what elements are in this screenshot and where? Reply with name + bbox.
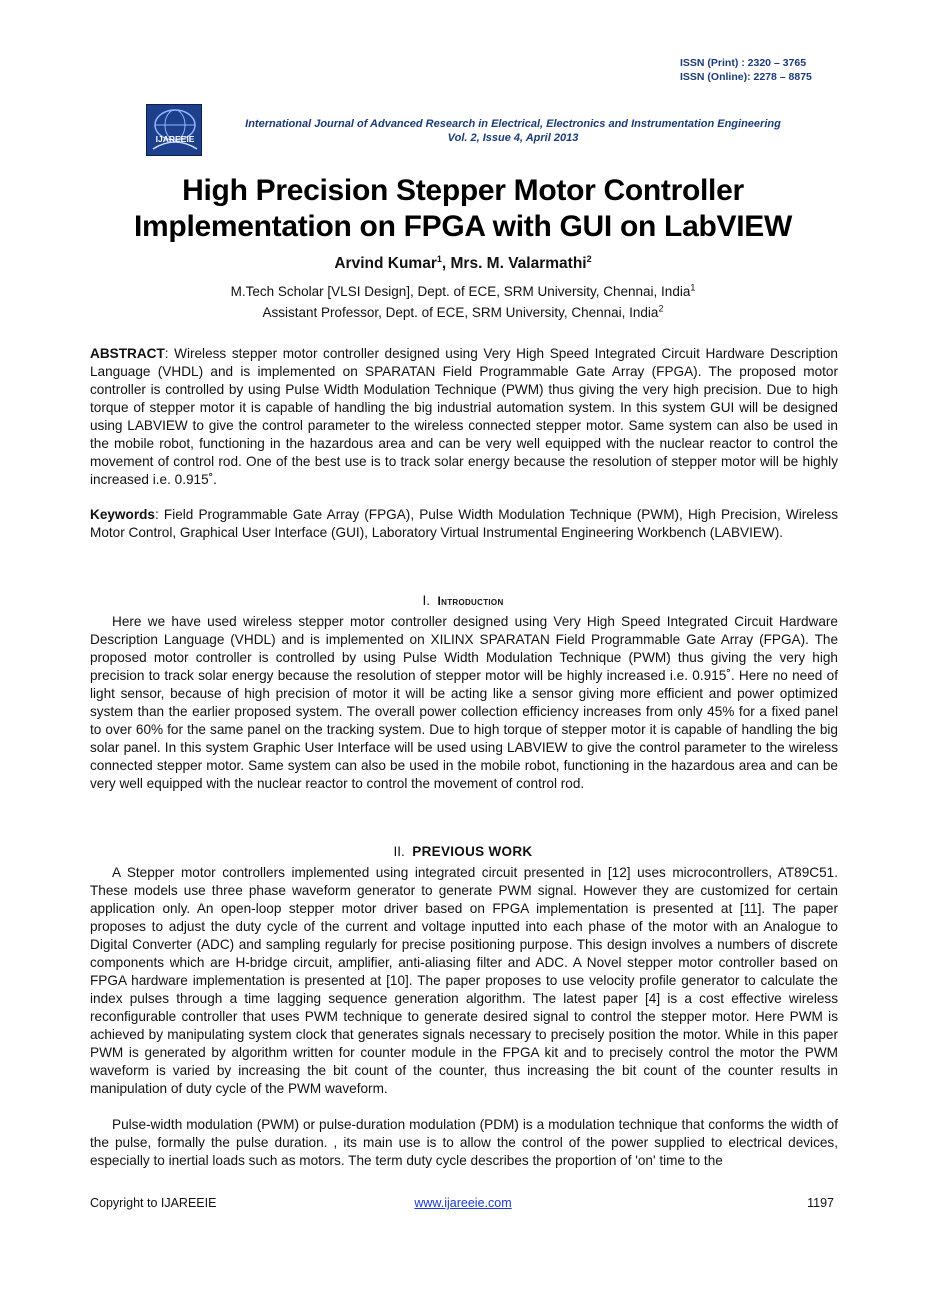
section-2-number: II. xyxy=(393,844,405,859)
author-separator: , xyxy=(441,255,451,272)
journal-name: International Journal of Advanced Research in Electrical, Electronics and Instrumentation Engineering xyxy=(245,118,781,130)
section-heading-introduction xyxy=(0,593,926,608)
authors xyxy=(0,255,926,273)
affiliation-2-text: Assistant Professor, Dept. of ECE, SRM University, Chennai, India xyxy=(262,305,659,320)
issn-print: ISSN (Print) : 2320 – 3765 xyxy=(680,57,807,69)
section-1-title: Introduction xyxy=(437,594,504,608)
logo-text: IJAREEIE xyxy=(155,134,195,144)
journal-logo xyxy=(146,104,202,156)
affiliation-1-sup: 1 xyxy=(690,282,696,293)
journal-volume: Vol. 2, Issue 4, April 2013 xyxy=(447,132,579,144)
abstract-text: : Wireless stepper motor controller designed using Very High Speed Integrated Circuit Hardware Description Language (VHDL) and is implemented on SPARATAN Field Programmable Gate Array (FPGA). The proposed motor controller is controlled by using Pulse Width Modulation Technique (PWM) thus giving the very high precision. Due to high torque of stepper motor it is capable of handling the big industrial automation system. In this system GUI will be designed using LABVIEW to give the control parameter to the wireless connected stepper motor. Same system can also be used in the mobile robot, functioning in the hazardous area and can be very well equipped with the nuclear reactor to control the movement of control rod. One of the best use is to track solar energy because the resolution of stepper motor will be highly increased i.e. 0.915˚. xyxy=(90,346,838,487)
previous-work-text: A Stepper motor controllers implemented using integrated circuit presented in [12] uses microcontrollers, AT89C51. These models use three phase waveform generator to generate PWM signal. However they are customized for certain application only. An open-loop stepper motor driver based on FPGA implementation is presented at [11]. The paper proposes to adjust the duty cycle of the current and voltage inputted into each phase of the motor with an Analogue to Digital Converter (ADC) and sampling regularly for precise positioning purpose. This design involves a numbers of discrete components which are H-bridge circuit, amplifier, anti-aliasing filter and ADC. A Novel stepper motor controller based on FPGA hardware implementation is presented at [10]. The paper proposes to use velocity profile generator to calculate the index pulses through a time lagging sequence generation algorithm. The latest paper [4] is a cost effective wireless reconfigurable controller that uses PWM technique to generate desired signal to control the stepper motor. Here PWM is achieved by manipulating system clock that generates signals necessary to precisely position the motor. While in this paper PWM is generated by algorithm written for counter module in the FPGA kit and to precisely control the motor the PWM waveform is varied by increasing the bit count of the counter, thus increasing the bit count of the counter results in manipulation of duty cycle of the PWM waveform. xyxy=(90,865,838,1096)
section-2-title: PREVIOUS WORK xyxy=(412,844,533,859)
keywords-text: : Field Programmable Gate Array (FPGA), Pulse Width Modulation Technique (PWM), High Precision, Wireless Motor Control, Graphical User Interface (GUI), Laboratory Virtual Instrumental Engineering Workbench (LABVIEW). xyxy=(90,507,838,540)
author-2-sup: 2 xyxy=(586,253,592,264)
author-1: Arvind Kumar xyxy=(334,255,437,272)
footer-copyright: Copyright to IJAREEIE xyxy=(90,1196,217,1210)
author-2: Mrs. M. Valarmathi xyxy=(450,255,587,272)
affiliation-1 xyxy=(0,284,926,299)
introduction-text: Here we have used wireless stepper motor controller designed using Very High Speed Integrated Circuit Hardware Description Language (VHDL) and is implemented on XILINX SPARATAN Field Programmable Gate Array (FPGA). The proposed motor controller is controlled by using Pulse Width Modulation Technique (PWM) thus giving the very high precision to track solar energy because the resolution of stepper motor will be highly increased i.e. 0.915˚. Here no need of light sensor, because of high precision of motor it will be acting like a sensor giving more efficient and power optimized system than the earlier proposed system. The overall power collection efficiency increases from only 45% for a fixed panel to over 60% for the same panel on the tracking system. Due to high torque of stepper motor it is capable of handling the big solar panel. In this system Graphic User Interface will be used using LABVIEW to give the control parameter to the wireless connected stepper motor. Same system can also be used in the mobile robot, functioning in the hazardous area and can be very well equipped with the nuclear reactor to control the movement of control rod. xyxy=(90,614,838,791)
keywords-label: Keywords xyxy=(90,507,155,522)
abstract xyxy=(90,345,838,489)
footer-website-link[interactable]: www.ijareeie.com xyxy=(414,1196,512,1210)
affiliation-2-sup: 2 xyxy=(658,303,664,314)
pwm-text: Pulse-width modulation (PWM) or pulse-duration modulation (PDM) is a modulation technique that conforms the width of the pulse, formally the pulse duration. , its main use is to allow the control of the power supplied to electrical devices, especially to inertial loads such as motors. The term duty cycle describes the proportion of 'on' time to the xyxy=(90,1117,838,1168)
footer-page-number: 1197 xyxy=(807,1196,834,1210)
section-1-number: I. xyxy=(422,593,430,608)
abstract-label: ABSTRACT xyxy=(90,346,165,361)
paper-title-line1: High Precision Stepper Motor Controller xyxy=(182,174,744,207)
keywords xyxy=(90,506,838,542)
affiliation-2 xyxy=(0,305,926,320)
author-1-sup: 1 xyxy=(436,253,442,264)
affiliation-1-text: M.Tech Scholar [VLSI Design], Dept. of ECE, SRM University, Chennai, India xyxy=(230,284,691,299)
section-heading-previous-work xyxy=(0,844,926,859)
issn-online: ISSN (Online): 2278 – 8875 xyxy=(680,71,812,83)
paper-title-line2: Implementation on FPGA with GUI on LabVIEW xyxy=(134,210,792,243)
